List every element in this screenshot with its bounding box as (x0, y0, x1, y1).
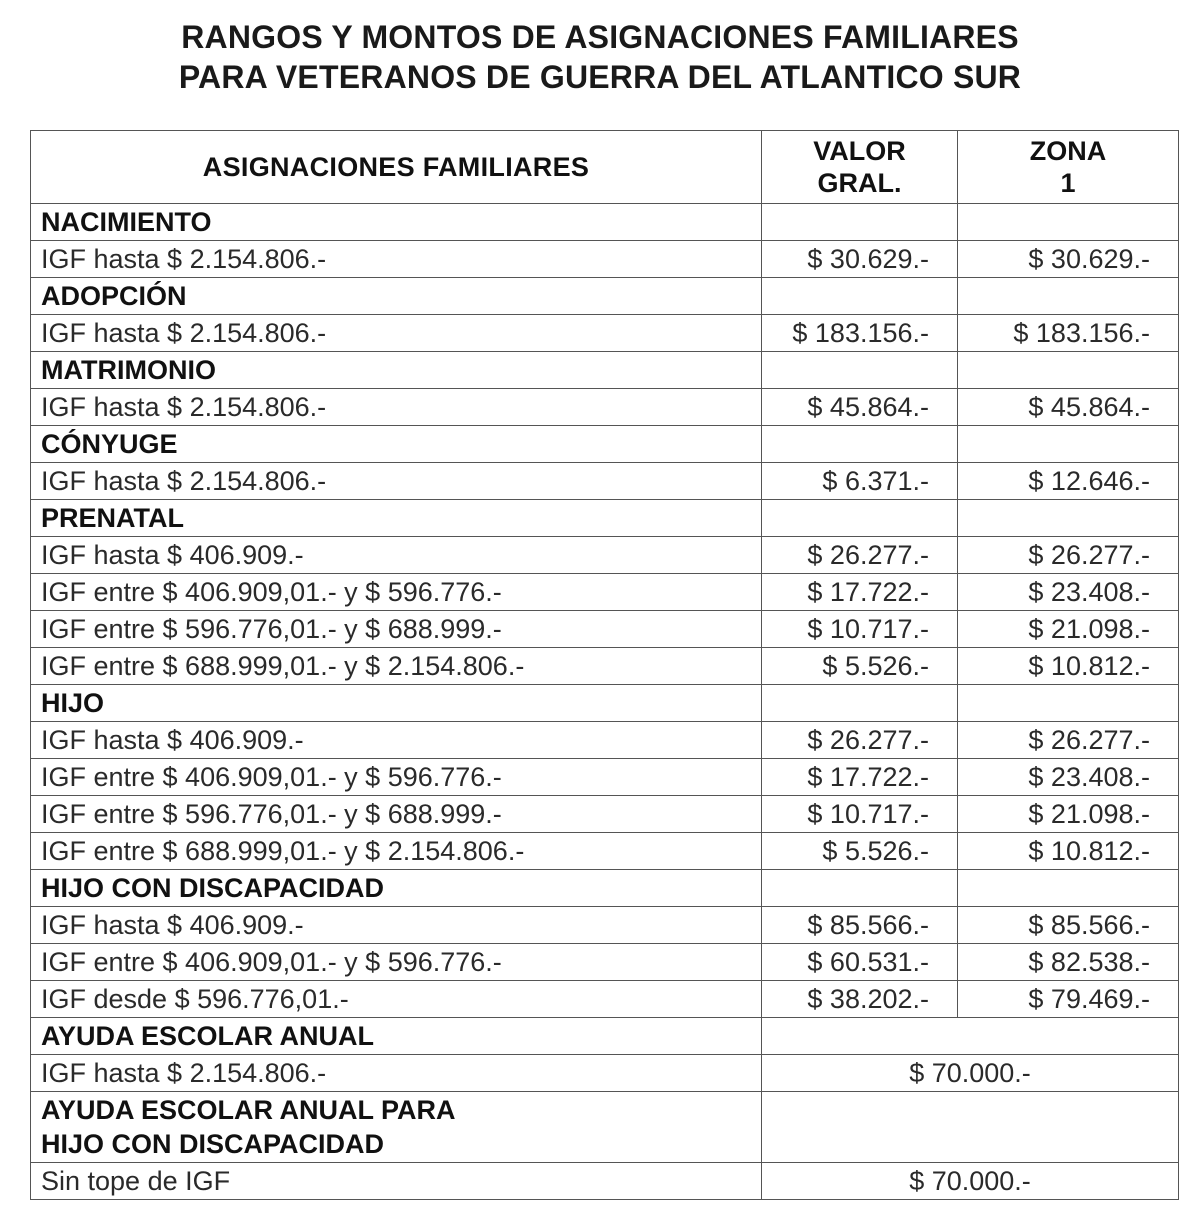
zona-1-cell: $ 23.408.- (958, 759, 1179, 796)
table-row (31, 537, 1179, 574)
header-valor-gral-line-1: VALOR (813, 136, 906, 166)
empty-cell (958, 204, 1179, 241)
zona-1-cell: $ 183.156.- (958, 315, 1179, 352)
empty-cell (958, 352, 1179, 389)
zona-1-cell: $ 10.812.- (958, 833, 1179, 870)
page-title-line-1: RANGOS Y MONTOS DE ASIGNACIONES FAMILIARES (181, 19, 1019, 55)
header-valor-gral (762, 131, 958, 204)
allowances-table (30, 130, 1179, 1200)
zona-1-cell: $ 12.646.- (958, 463, 1179, 500)
empty-cell (762, 278, 958, 315)
table-row (31, 648, 1179, 685)
category-row (31, 1018, 1179, 1055)
table-row (31, 611, 1179, 648)
row-label: IGF hasta $ 2.154.806.- (31, 463, 762, 500)
row-label: IGF hasta $ 2.154.806.- (31, 241, 762, 278)
zona-1-cell: $ 30.629.- (958, 241, 1179, 278)
valor-gral-cell: $ 45.864.- (762, 389, 958, 426)
category-label: ADOPCIÓN (31, 278, 762, 315)
category-row (31, 426, 1179, 463)
row-label: IGF hasta $ 2.154.806.- (31, 1055, 762, 1092)
empty-cell (958, 685, 1179, 722)
valor-gral-cell: $ 6.371.- (762, 463, 958, 500)
table-row (31, 574, 1179, 611)
zona-1-cell: $ 79.469.- (958, 981, 1179, 1018)
row-label: IGF entre $ 406.909,01.- y $ 596.776.- (31, 759, 762, 796)
category-row (31, 278, 1179, 315)
row-label: IGF entre $ 406.909,01.- y $ 596.776.- (31, 574, 762, 611)
row-label: IGF hasta $ 2.154.806.- (31, 389, 762, 426)
zona-1-cell: $ 23.408.- (958, 574, 1179, 611)
row-label: IGF hasta $ 2.154.806.- (31, 315, 762, 352)
empty-cell (762, 1092, 1179, 1163)
table-row (31, 463, 1179, 500)
row-label: IGF entre $ 596.776,01.- y $ 688.999.- (31, 796, 762, 833)
valor-gral-cell: $ 10.717.- (762, 796, 958, 833)
row-label: IGF hasta $ 406.909.- (31, 722, 762, 759)
valor-gral-cell: $ 26.277.- (762, 722, 958, 759)
category-row (31, 500, 1179, 537)
valor-gral-cell: $ 5.526.- (762, 648, 958, 685)
empty-cell (958, 500, 1179, 537)
category-row (31, 204, 1179, 241)
valor-gral-cell: $ 85.566.- (762, 907, 958, 944)
table-row (31, 722, 1179, 759)
empty-cell (762, 426, 958, 463)
table-row (31, 907, 1179, 944)
table-row (31, 315, 1179, 352)
valor-gral-cell: $ 5.526.- (762, 833, 958, 870)
valor-gral-cell: $ 60.531.- (762, 944, 958, 981)
category-label-line-2: HIJO CON DISCAPACIDAD (41, 1129, 385, 1159)
category-label: PRENATAL (31, 500, 762, 537)
table-row (31, 241, 1179, 278)
header-asignaciones: ASIGNACIONES FAMILIARES (31, 131, 762, 204)
table-row (31, 796, 1179, 833)
valor-gral-cell: $ 183.156.- (762, 315, 958, 352)
row-label: IGF entre $ 688.999,01.- y $ 2.154.806.- (31, 648, 762, 685)
row-label: IGF entre $ 596.776,01.- y $ 688.999.- (31, 611, 762, 648)
valor-gral-cell: $ 30.629.- (762, 241, 958, 278)
valor-gral-cell: $ 26.277.- (762, 537, 958, 574)
empty-cell (958, 278, 1179, 315)
row-label: Sin tope de IGF (31, 1163, 762, 1200)
table-row (31, 981, 1179, 1018)
row-label: IGF entre $ 406.909,01.- y $ 596.776.- (31, 944, 762, 981)
row-label: IGF hasta $ 406.909.- (31, 907, 762, 944)
valor-gral-cell: $ 10.717.- (762, 611, 958, 648)
merged-value-cell: $ 70.000.- (762, 1163, 1179, 1200)
category-label: CÓNYUGE (31, 426, 762, 463)
table-row (31, 833, 1179, 870)
empty-cell (958, 426, 1179, 463)
empty-cell (762, 1018, 1179, 1055)
category-label: HIJO CON DISCAPACIDAD (31, 870, 762, 907)
category-row (31, 685, 1179, 722)
header-valor-gral-line-2: GRAL. (817, 168, 902, 198)
page-title-line-2: PARA VETERANOS DE GUERRA DEL ATLANTICO SUR (178, 59, 1022, 95)
table-row (31, 1163, 1179, 1200)
category-label: HIJO (31, 685, 762, 722)
table-row (31, 389, 1179, 426)
zona-1-cell: $ 45.864.- (958, 389, 1179, 426)
empty-cell (762, 870, 958, 907)
valor-gral-cell: $ 17.722.- (762, 759, 958, 796)
zona-1-cell: $ 26.277.- (958, 722, 1179, 759)
valor-gral-cell: $ 17.722.- (762, 574, 958, 611)
empty-cell (762, 500, 958, 537)
zona-1-cell: $ 10.812.- (958, 648, 1179, 685)
merged-value-cell: $ 70.000.- (762, 1055, 1179, 1092)
category-label (31, 1092, 762, 1163)
header-zona-line-1: ZONA (1029, 136, 1107, 166)
category-label: NACIMIENTO (31, 204, 762, 241)
empty-cell (762, 204, 958, 241)
category-row (31, 1092, 1179, 1163)
empty-cell (762, 352, 958, 389)
header-zona-1 (958, 131, 1179, 204)
category-label: AYUDA ESCOLAR ANUAL (31, 1018, 762, 1055)
row-label: IGF entre $ 688.999,01.- y $ 2.154.806.- (31, 833, 762, 870)
category-label-line-1: AYUDA ESCOLAR ANUAL PARA (41, 1095, 456, 1125)
row-label: IGF desde $ 596.776,01.- (31, 981, 762, 1018)
zona-1-cell: $ 26.277.- (958, 537, 1179, 574)
zona-1-cell: $ 21.098.- (958, 796, 1179, 833)
zona-1-cell: $ 82.538.- (958, 944, 1179, 981)
zona-1-cell: $ 21.098.- (958, 611, 1179, 648)
table-row (31, 944, 1179, 981)
valor-gral-cell: $ 38.202.- (762, 981, 958, 1018)
table-header-row (31, 131, 1179, 204)
category-label: MATRIMONIO (31, 352, 762, 389)
category-row (31, 352, 1179, 389)
zona-1-cell: $ 85.566.- (958, 907, 1179, 944)
empty-cell (958, 870, 1179, 907)
category-row (31, 870, 1179, 907)
table-row (31, 1055, 1179, 1092)
table-row (31, 759, 1179, 796)
row-label: IGF hasta $ 406.909.- (31, 537, 762, 574)
header-zona-line-2: 1 (1060, 168, 1076, 198)
empty-cell (762, 685, 958, 722)
